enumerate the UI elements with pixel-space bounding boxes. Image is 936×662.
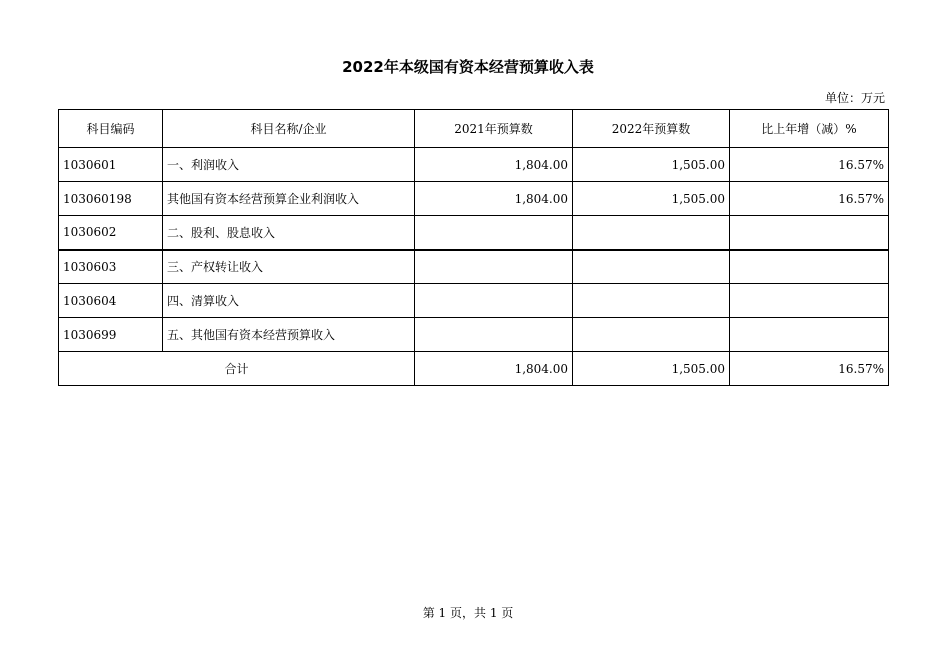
header-change-percent: 比上年增（减）% bbox=[730, 110, 889, 148]
cell-code: 1030603 bbox=[59, 250, 163, 284]
table-row bbox=[59, 284, 889, 318]
cell-budget-2021: 1,804.00 bbox=[415, 148, 573, 182]
cell-change bbox=[730, 284, 889, 318]
cell-name: 一、利润收入 bbox=[163, 148, 415, 182]
cell-code: 1030602 bbox=[59, 216, 163, 250]
header-budget-2021: 2021年预算数 bbox=[415, 110, 573, 148]
cell-change bbox=[730, 250, 889, 284]
cell-name: 五、其他国有资本经营预算收入 bbox=[163, 318, 415, 352]
cell-budget-2022: 1,505.00 bbox=[573, 182, 730, 216]
page-title: 2022年本级国有资本经营预算收入表 bbox=[342, 58, 594, 76]
cell-budget-2021 bbox=[415, 216, 573, 250]
cell-name: 三、产权转让收入 bbox=[163, 250, 415, 284]
cell-budget-2021 bbox=[415, 284, 573, 318]
total-budget-2022: 1,505.00 bbox=[573, 352, 730, 386]
cell-code: 1030604 bbox=[59, 284, 163, 318]
cell-code: 1030601 bbox=[59, 148, 163, 182]
total-row bbox=[59, 352, 889, 386]
cell-budget-2022 bbox=[573, 318, 730, 352]
header-subject-code: 科目编码 bbox=[59, 110, 163, 148]
total-budget-2021: 1,804.00 bbox=[415, 352, 573, 386]
table-row bbox=[59, 148, 889, 182]
page-footer: 第 1 页，共 1 页 bbox=[422, 606, 514, 620]
cell-change bbox=[730, 318, 889, 352]
header-budget-2022: 2022年预算数 bbox=[573, 110, 730, 148]
cell-name: 二、股利、股息收入 bbox=[163, 216, 415, 250]
unit-label: 单位：万元 bbox=[824, 91, 885, 105]
cell-budget-2021: 1,804.00 bbox=[415, 182, 573, 216]
budget-table bbox=[58, 109, 889, 386]
total-label: 合计 bbox=[59, 352, 415, 386]
cell-change: 16.57% bbox=[730, 148, 889, 182]
cell-name: 四、清算收入 bbox=[163, 284, 415, 318]
cell-budget-2022 bbox=[573, 216, 730, 250]
table-row bbox=[59, 250, 889, 284]
cell-budget-2022 bbox=[573, 250, 730, 284]
header-subject-name: 科目名称/企业 bbox=[163, 110, 415, 148]
cell-change: 16.57% bbox=[730, 182, 889, 216]
table-row bbox=[59, 216, 889, 250]
cell-budget-2022 bbox=[573, 284, 730, 318]
cell-name: 其他国有资本经营预算企业利润收入 bbox=[163, 182, 415, 216]
cell-budget-2022: 1,505.00 bbox=[573, 148, 730, 182]
table-header-row bbox=[59, 110, 889, 148]
table-row bbox=[59, 318, 889, 352]
cell-budget-2021 bbox=[415, 318, 573, 352]
table-row bbox=[59, 182, 889, 216]
cell-change bbox=[730, 216, 889, 250]
cell-budget-2021 bbox=[415, 250, 573, 284]
cell-code: 103060198 bbox=[59, 182, 163, 216]
cell-code: 1030699 bbox=[59, 318, 163, 352]
total-change: 16.57% bbox=[730, 352, 889, 386]
